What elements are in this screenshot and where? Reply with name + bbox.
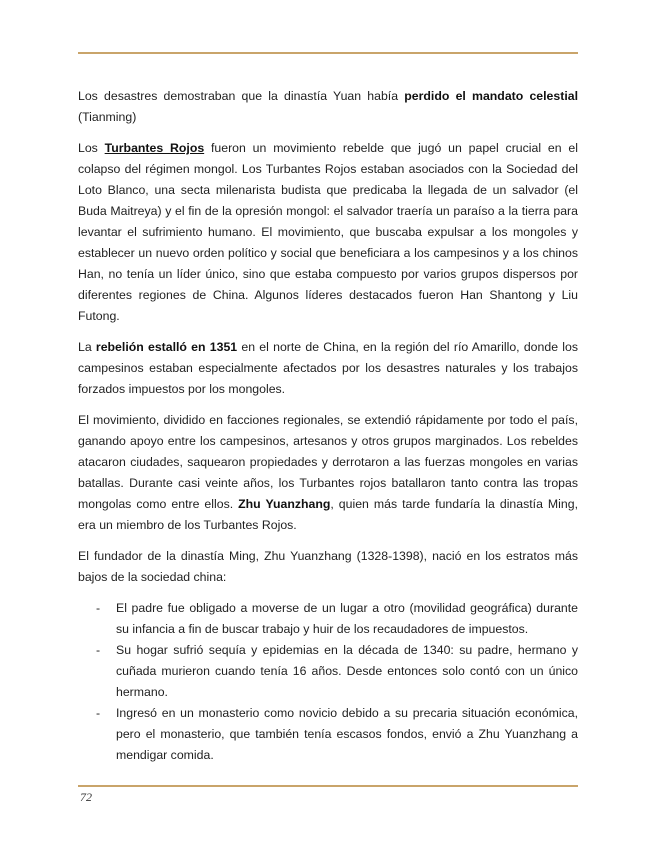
document-body xyxy=(78,86,578,766)
paragraph-text: El movimiento, dividido en facciones regionales, se extendió rápidamente por todo el país, ganando apoyo entre los campesinos, artesanos y otros grupos marginados. Los rebeldes atacaron ciudades, saquearon propiedades y derrotaron a las fuerzas mongoles en varias batallas. Durante casi veinte años, los Turbantes rojos batallaron tanto contra las tropas mongolas como entre ellos. xyxy=(78,413,578,511)
list-item xyxy=(78,598,578,640)
bold-phrase: rebelión estalló en 1351 xyxy=(95,340,238,354)
bold-underlined-term: Turbantes Rojos xyxy=(104,141,205,155)
paragraph-text: Los xyxy=(78,141,105,155)
bold-phrase: perdido el mandato celestial xyxy=(404,89,579,103)
footer-rule xyxy=(78,785,578,787)
list-item-text: Su hogar sufrió sequía y epidemias en la década de 1340: su padre, hermano y cuñada murieron cuando tenía 16 años. Desde entonces solo contó con un único hermano. xyxy=(116,643,578,699)
list-item xyxy=(78,640,578,703)
paragraph-text: Los desastres demostraban que la dinastía Yuan había xyxy=(78,89,405,103)
list-item xyxy=(78,703,578,766)
dash-bullet: - xyxy=(96,706,101,720)
paragraph-text: en el norte de China, en la región del río Amarillo, donde los campesinos estaban especialmente afectados por los desastres naturales y los trabajos forzados impuestos por los mongoles. xyxy=(78,340,578,396)
header-rule xyxy=(78,52,578,54)
paragraph-text: (Tianming) xyxy=(78,110,137,124)
dash-bullet: - xyxy=(96,601,101,615)
list-item-text: Ingresó en un monasterio como novicio debido a su precaria situación económica, pero el monasterio, que también tenía escasos fondos, envió a Zhu Yuanzhang a mendigar comida. xyxy=(116,706,578,762)
paragraph-fundador: El fundador de la dinastía Ming, Zhu Yuanzhang (1328-1398), nació en los estratos más bajos de la sociedad china: xyxy=(78,549,578,584)
paragraph-mandato xyxy=(78,86,578,128)
bold-phrase: Zhu Yuanzhang xyxy=(238,497,331,511)
paragraph-text: La xyxy=(78,340,96,354)
page-number: 72 xyxy=(80,790,92,804)
paragraph-turbantes-rojos xyxy=(78,138,578,327)
paragraph-text: fueron un movimiento rebelde que jugó un papel crucial en el colapso del régimen mongol. Los Turbantes Rojos estaban asociados con la Sociedad del Loto Blanco, una secta milenarista budista que predicaba la llegada de un salvador (el Buda Maitreya) y el fin de la opresión mongol: el salvador traería un paraíso a la tierra para levantar el sufrimiento humano. El movimiento, que buscaba expulsar a los mongoles y establecer un nuevo orden político y social que beneficiara a los campesinos y a los chinos Han, no tenía un líder único, sino que estaba compuesto por varios grupos dispersos por diferentes regiones de China. Algunos líderes destacados fueron Han Shantong y Liu Futong. xyxy=(78,141,578,323)
biography-list xyxy=(78,598,578,766)
paragraph-movimiento xyxy=(78,410,578,536)
paragraph-rebelion xyxy=(78,337,578,400)
dash-bullet: - xyxy=(96,643,101,657)
paragraph-text: , quien más tarde fundaría la dinastía Ming, era un miembro de los Turbantes Rojos. xyxy=(78,497,578,532)
list-item-text: El padre fue obligado a moverse de un lugar a otro (movilidad geográfica) durante su infancia a fin de buscar trabajo y huir de los recaudadores de impuestos. xyxy=(116,601,578,636)
